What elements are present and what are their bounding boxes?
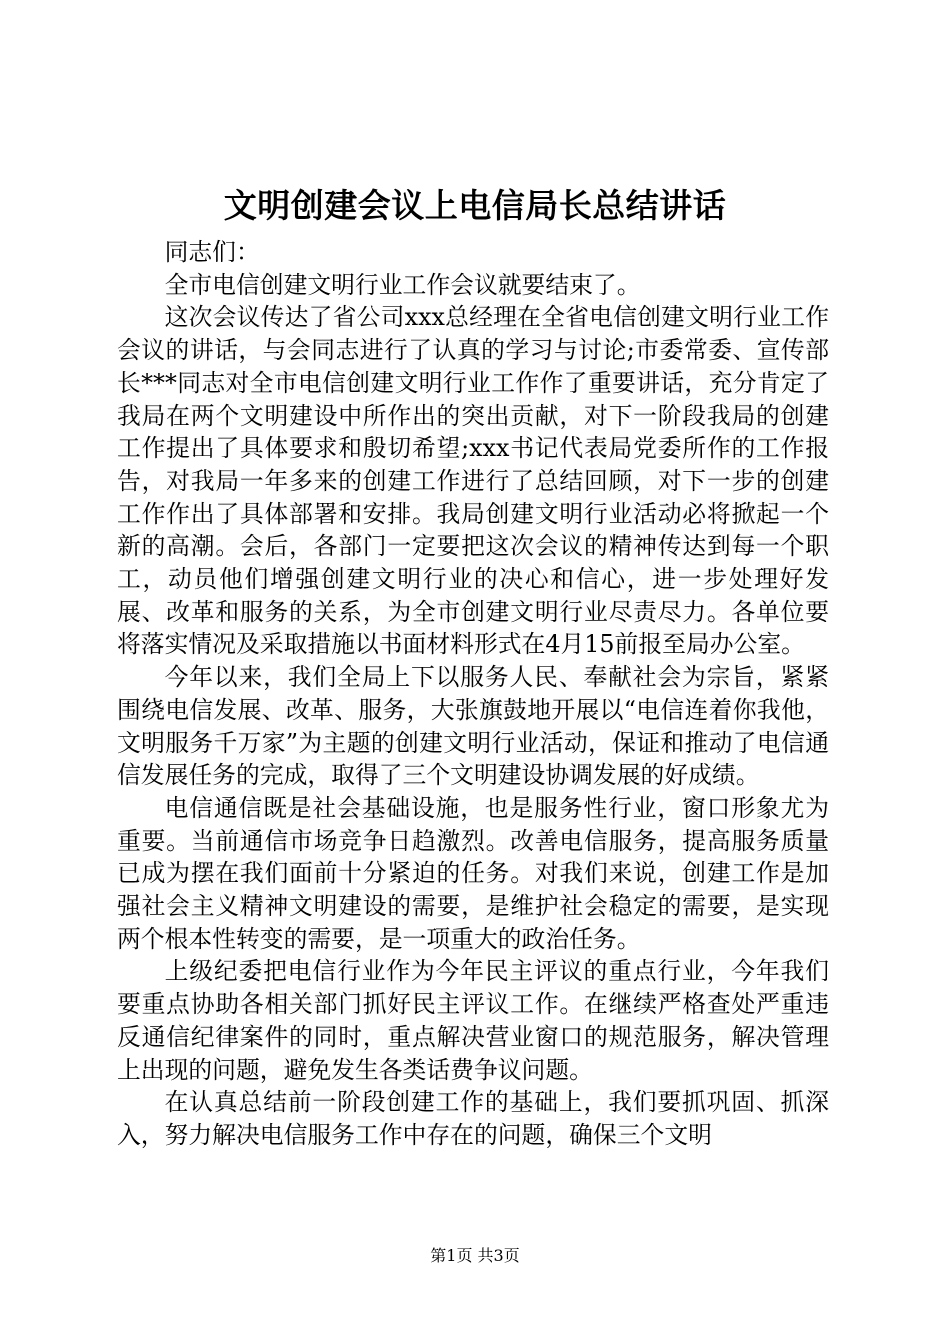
document-title: 文明创建会议上电信局长总结讲话 <box>223 186 727 225</box>
paragraph-4: 电信通信既是社会基础设施，也是服务性行业，窗口形象尤为重要。当前通信市场竞争日趋激烈。改善电信服务，提高服务质量已成为摆在我们面前十分紧迫的任务。对我们来说，创建工作是加强社会主义精神文明建设的需要，是维护社会稳定的需要，是实现两个根本性转变的需要，是一项重大的政治任务。 <box>117 793 829 953</box>
paragraph-greeting: 同志们： <box>164 238 260 266</box>
document-body <box>117 236 829 1152</box>
paragraph-2: 这次会议传达了省公司xxx总经理在全省电信创建文明行业工作会议的讲话，与会同志进行了认真的学习与讨论;市委常委、宣传部长***同志对全市电信创建文明行业工作作了重要讲话，充分肯定了我局在两个文明建设中所作出的突出贡献，对下一阶段我局的创建工作提出了具体要求和殷切希望;xxx书记代表局党委所作的工作报告，对我局一年多来的创建工作进行了总结回顾，对下一步的创建工作作出了具体部署和安排。我局创建文明行业活动必将掀起一个新的高潮。会后，各部门一定要把这次会议的精神传达到每一个职工，动员他们增强创建文明行业的决心和信心，进一步处理好发展、改革和服务的关系，为全市创建文明行业尽责尽力。各单位要将落实情况及采取措施以书面材料形式在4月15前报至局办公室。 <box>117 303 829 659</box>
page-footer: 第1页 共3页 <box>430 1246 520 1265</box>
paragraph-1: 全市电信创建文明行业工作会议就要结束了。 <box>164 270 641 299</box>
paragraph-5: 上级纪委把电信行业作为今年民主评议的重点行业，今年我们要重点协助各相关部门抓好民主评议工作。在继续严格查处严重违反通信纪律案件的同时，重点解决营业窗口的规范服务，解决管理上出现的问题，避免发生各类话费争议问题。 <box>117 957 829 1084</box>
paragraph-3: 今年以来，我们全局上下以服务人民、奉献社会为宗旨，紧紧围绕电信发展、改革、服务，大张旗鼓地开展以“电信连着你我他，文明服务千万家”为主题的创建文明行业活动，保证和推动了电信通信发展任务的完成，取得了三个文明建设协调发展的好成绩。 <box>117 663 829 790</box>
paragraph-6: 在认真总结前一阶段创建工作的基础上，我们要抓巩固、抓深入，努力解决电信服务工作中存在的问题，确保三个文明 <box>117 1088 829 1149</box>
